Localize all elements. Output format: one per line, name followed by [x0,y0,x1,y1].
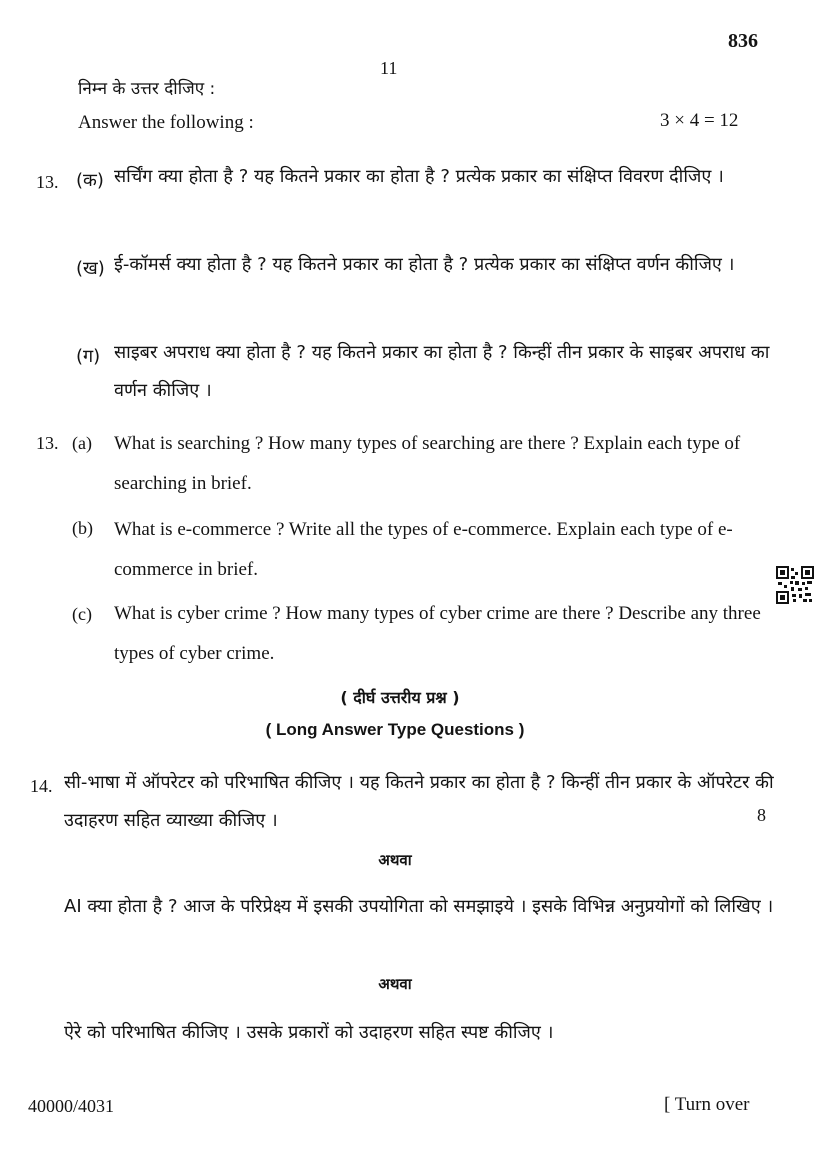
page-number: 11 [380,58,398,78]
section-heading-english: ( Long Answer Type Questions ) [265,720,525,739]
q13-english-b-label: (b) [72,518,93,538]
q14-number: 14. [30,776,53,796]
instruction-english: Answer the following : [78,112,254,133]
turn-over: [ Turn over [664,1094,750,1115]
q13-english-a-text: What is searching ? How many types of searching are there ? Explain each type of searching in brief. [114,433,741,494]
q13-hindi-c-label: (ग) [76,346,101,367]
q14-marks: 8 [757,805,766,825]
q13-hindi-a-text: सर्चिंग क्या होता है ? यह कितने प्रकार का होता है ? प्रत्येक प्रकार का संक्षिप्त विवरण दीजिए । [114,166,724,187]
q13-hindi-a-label: (क) [76,170,104,191]
q14-alt-2-text: ऐरे को परिभाषित कीजिए । उसके प्रकारों को उदाहरण सहित स्पष्ट कीजिए । [64,1022,554,1043]
q13-english-c-label: (c) [72,604,92,624]
q13-english-b-text: What is e-commerce ? Write all the types of e-commerce. Explain each type of e-commerce in brief. [114,519,733,580]
q13-hindi-b-text: ई-कॉमर्स क्या होता है ? यह कितने प्रकार का होता है ? प्रत्येक प्रकार का संक्षिप्त वर्णन कीजिए । [114,254,735,275]
q13-hindi-c-text: साइबर अपराध क्या होता है ? यह कितने प्रकार का होता है ? किन्हीं तीन प्रकार के साइबर अपराध का वर्णन कीजिए । [114,342,770,401]
q13-english-a-label: (a) [72,433,92,453]
q13-hindi-number: 13. [36,172,59,192]
instruction-hindi: निम्न के उत्तर दीजिए : [78,79,216,99]
q14-text: सी-भाषा में ऑपरेटर को परिभाषित कीजिए । यह कितने प्रकार का होता है ? किन्हीं तीन प्रकार के ऑपरेटर की उदाहरण सहित व्याख्या कीजिए । [64,772,774,831]
q13-english-c-text: What is cyber crime ? How many types of cyber crime are there ? Describe any three types of cyber crime. [114,603,761,664]
or-divider-2: अथवा [378,975,412,993]
q13-hindi-b-label: (ख) [76,258,105,279]
footer-code: 40000/4031 [28,1096,115,1116]
instruction-marks: 3 × 4 = 12 [660,110,739,131]
section-heading-hindi: ( दीर्घ उत्तरीय प्रश्न ) [340,688,460,707]
page-code: 836 [728,30,758,52]
q14-alt-1-text: AI क्या होता है ? आज के परिप्रेक्ष्य में इसकी उपयोगिता को समझाइये । इसके विभिन्न अनुप्रयोगों को लिखिए । [64,896,774,917]
qr-code-icon [776,566,814,604]
or-divider-1: अथवा [378,851,412,869]
q13-english-number: 13. [36,433,59,453]
